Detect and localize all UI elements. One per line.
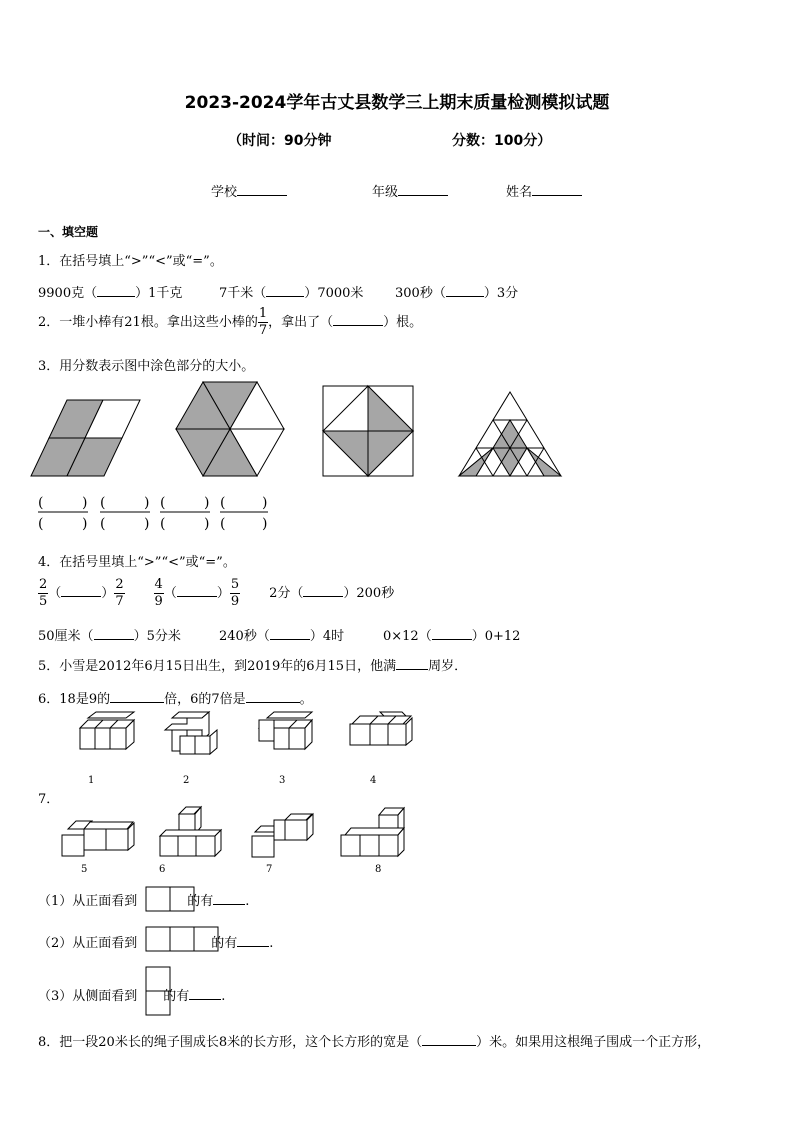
q7-part-2: [38, 932, 273, 951]
svg-text:(: (: [100, 516, 106, 532]
q7-p3-text: （3）从侧面看到: [38, 989, 138, 1004]
q2-num: 1: [258, 306, 268, 321]
figure-label-7: 7: [266, 864, 273, 875]
q4-f-left: 0×12: [383, 629, 419, 644]
figure-label-5: 5: [81, 864, 88, 875]
name-label: 姓名: [506, 185, 533, 200]
section-heading: 一、填空题: [38, 225, 99, 239]
q1-item-b: 7千米（ ）7000米: [219, 286, 364, 301]
svg-text:): ): [204, 516, 210, 532]
q4-row1: $\frac{2}{5}$ （ ） $\frac{2}{7}$ $\frac{4}{9}$ （ ） $\frac{5}{9}$ 2分（ ）200秒: [39, 577, 395, 609]
svg-text:): ): [144, 495, 150, 511]
school-label: 学校: [211, 185, 238, 200]
svg-text:(: (: [38, 516, 44, 532]
q3-stem: 3．用分数表示图中涂色部分的大小。: [38, 359, 255, 374]
cube-figure-1: [80, 712, 134, 749]
figure-label-6: 6: [159, 864, 166, 875]
q5-text: 5．小雪是2012年6月15日出生，到2019年的6月15日，他满: [38, 659, 397, 674]
q1-item-a: 9900克（ ）1千克: [38, 286, 183, 301]
svg-text:): ): [144, 516, 150, 532]
figure-label-8: 8: [375, 864, 382, 875]
q4-row2-f: 0×12（ ）0+12: [383, 629, 521, 644]
svg-text:): ): [204, 495, 210, 511]
q6-text-2: 倍，6的7倍是: [164, 692, 246, 707]
q7-p2-end: .: [269, 936, 274, 951]
q1-b-right: 7000米: [317, 286, 364, 301]
q2-text-3: ）根。: [383, 315, 423, 330]
q1-c-right: 3分: [496, 286, 519, 301]
svg-text:(: (: [220, 495, 226, 511]
q4-e-right: 4时: [322, 629, 345, 644]
page-title: 2023-2024学年古丈县数学三上期末质量检测模拟试题: [184, 93, 610, 113]
q8-text-2: ）米。如果用这根绳子围成一个正方形，: [476, 1035, 711, 1050]
q1-a-left: 9900克: [38, 286, 85, 301]
q5-text-2: 周岁．: [428, 659, 468, 674]
q1-stem: 1．在括号填上“>”“<”或“=”。: [38, 254, 223, 269]
q4-c-right: 200秒: [356, 586, 395, 601]
cube-figure-5: [62, 821, 134, 856]
q1-b-left: 7千米: [219, 286, 254, 301]
q4-stem: 4．在括号里填上“>”“<”或“=”。: [38, 555, 236, 570]
grade-label: 年级: [372, 185, 399, 200]
q4-f4-num: 5: [230, 577, 240, 592]
q7-part-1: [38, 890, 249, 909]
q4-c-left: 2分: [269, 586, 291, 601]
cube-figure-7: [252, 814, 313, 857]
q7-part-3: [38, 985, 225, 1004]
cube-figure-8: [341, 808, 404, 856]
cube-figure-6: [160, 807, 221, 856]
q7-p2-text: （2）从正面看到: [38, 936, 138, 951]
q7-p1-end: .: [245, 894, 250, 909]
q7-p1-text-2: 的有: [187, 894, 214, 909]
svg-text:(: (: [160, 516, 166, 532]
q4-d-right: 5分米: [146, 629, 181, 644]
svg-text:): ): [262, 516, 268, 532]
q2-text-2: ，拿出了（: [268, 315, 334, 330]
figure-label-4: 4: [370, 775, 377, 786]
svg-text:): ): [262, 495, 268, 511]
q4-e-left: 240秒: [219, 629, 257, 644]
q4-f1-num: 2: [39, 577, 48, 592]
exam-time: （时间：90分钟: [228, 133, 332, 149]
q4-f3-den: 9: [154, 594, 163, 609]
svg-text:(: (: [160, 495, 166, 511]
q4-f2-num: 2: [115, 577, 124, 592]
q2-text: 2．一堆小棒有21根。拿出这些小棒的: [38, 315, 258, 330]
figure-label-3: 3: [279, 775, 286, 786]
cube-figure-2: [165, 712, 217, 754]
q6-text-3: 。: [299, 692, 313, 707]
q4-f-right: 0+12: [484, 629, 521, 644]
svg-text:(: (: [100, 495, 106, 511]
q6-text: 6．18是9的: [38, 692, 111, 707]
q8-text: 8．把一段20米长的绳子围成长8米的长方形，这个长方形的宽是（: [38, 1035, 423, 1050]
q2-den: 7: [258, 323, 268, 338]
svg-text:(: (: [38, 495, 44, 511]
q4-f3-num: 4: [154, 577, 163, 592]
q4-d-left: 50厘米: [38, 629, 81, 644]
figure-label-1: 1: [88, 775, 95, 786]
q7-p1-text: （1）从正面看到: [38, 894, 138, 909]
q7-p3-blank[interactable]: [189, 987, 221, 1000]
q7-number: 7．: [38, 792, 60, 807]
q7-p2-text-2: 的有: [211, 936, 238, 951]
q4-f4-den: 9: [230, 594, 240, 609]
cube-figure-4: [350, 712, 412, 745]
q1-a-right: 1千克: [148, 286, 183, 301]
q7-p3-end: .: [221, 989, 226, 1004]
cube-figure-3: [259, 712, 312, 749]
svg-text:): ): [82, 495, 88, 511]
exam-score: 分数：100分）: [452, 133, 552, 149]
q7-p1-blank[interactable]: [213, 892, 245, 905]
q1-c-left: 300秒: [395, 286, 433, 301]
svg-text:(: (: [220, 516, 226, 532]
q7-p3-text-2: 的有: [163, 989, 190, 1004]
q4-row2: 50厘米（ ）5分米: [38, 629, 181, 644]
q4-f1-den: 5: [39, 594, 48, 609]
q7-p2-blank[interactable]: [237, 934, 269, 947]
q8-blank[interactable]: [422, 1033, 476, 1046]
svg-text:): ): [82, 516, 88, 532]
figure-label-2: 2: [183, 775, 190, 786]
q8: [38, 1031, 710, 1050]
q4-row2-e: 240秒（ ）4时: [219, 629, 345, 644]
q1-item-c: 300秒（ ）3分: [395, 286, 519, 301]
q4-f2-den: 7: [115, 594, 124, 609]
